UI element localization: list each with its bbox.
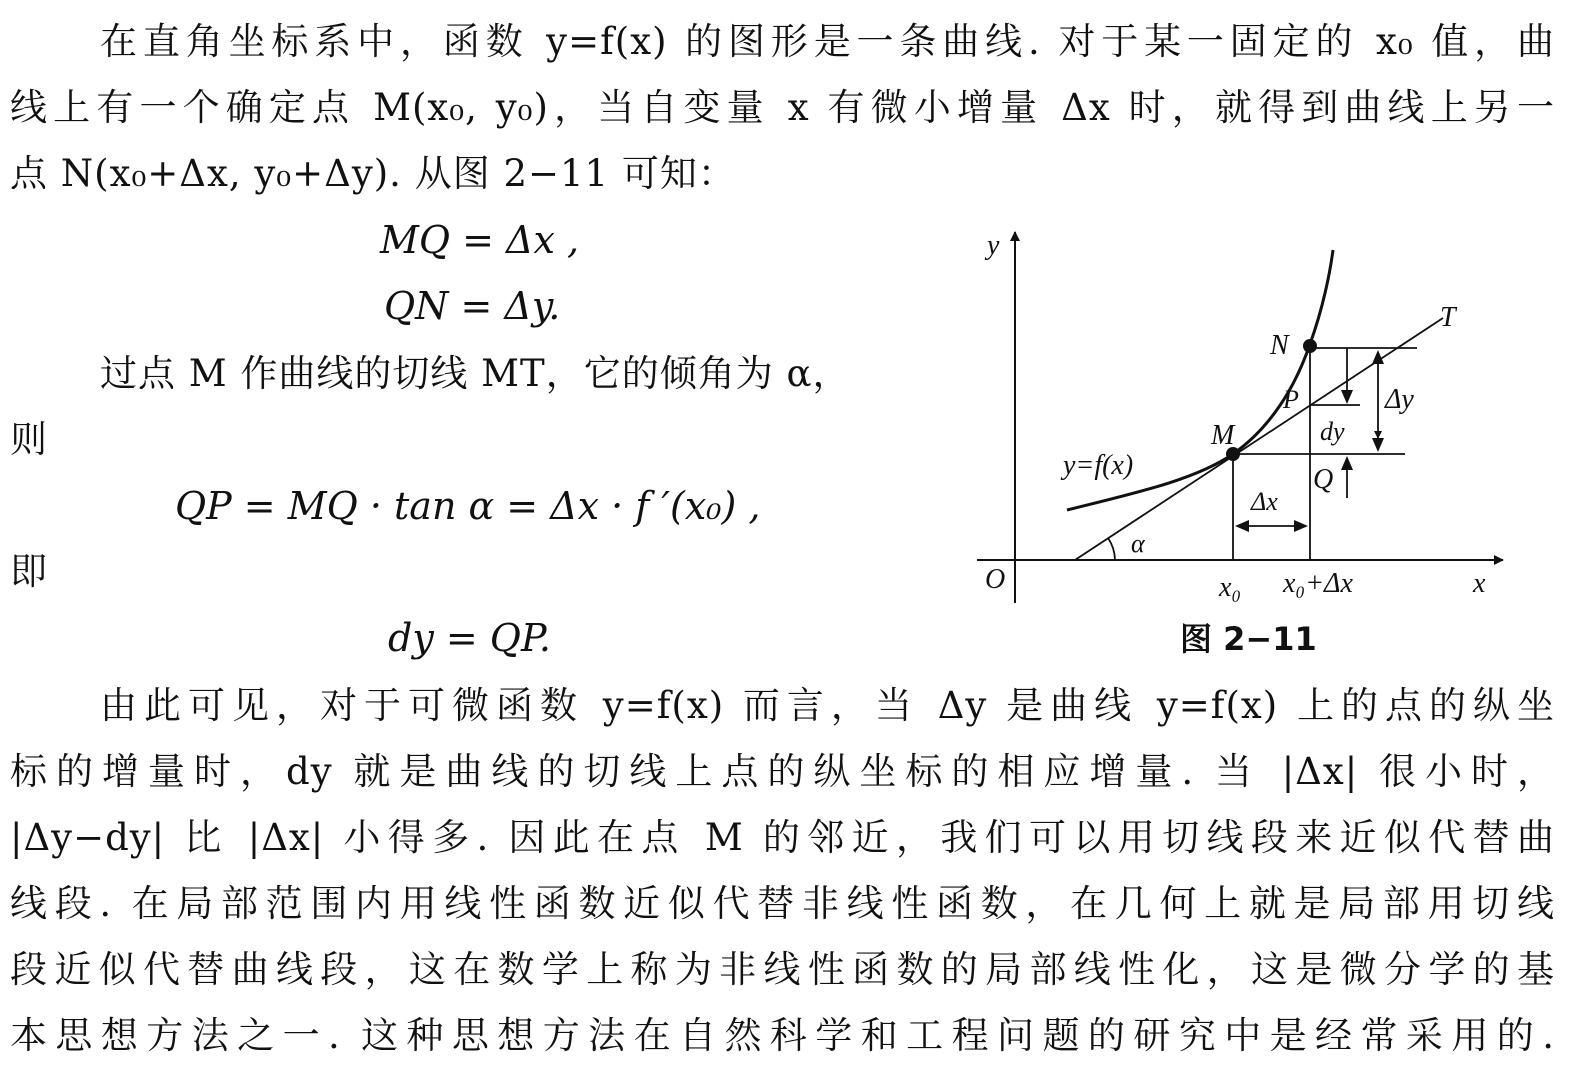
label-delta-x: Δx	[1251, 487, 1278, 516]
label-m: M	[1211, 420, 1235, 451]
alpha-arc	[1108, 538, 1115, 560]
label-dy: dy	[1320, 417, 1345, 446]
formula-qp: QP = MQ · tan α = Δx · f ′(x₀) ,	[175, 484, 761, 528]
paragraph-3-line-3: |Δy−dy| 比 |Δx| 小得多. 因此在点 M 的邻近，我们可以用切线段来近似代替曲	[10, 816, 1555, 859]
paragraph-1-line-1: 在直角坐标系中，函数 y=f(x) 的图形是一条曲线. 对于某一固定的 x₀ 值，曲	[100, 20, 1555, 63]
label-p: P	[1283, 385, 1299, 414]
tangent-line-mt	[1075, 318, 1443, 560]
paragraph-2-line-2: 则	[10, 418, 48, 461]
paragraph-1-line-2: 线上有一个确定点 M(x₀, y₀)，当自变量 x 有微小增量 Δx 时，就得到曲线上另一	[10, 86, 1555, 129]
label-origin: O	[985, 564, 1006, 595]
paragraph-3-line-5: 段近似代替曲线段，这在数学上称为非线性函数的局部线性化，这是微分学的基	[10, 948, 1555, 991]
point-n	[1303, 339, 1317, 353]
label-n: N	[1270, 330, 1289, 361]
ji-label: 即	[10, 550, 48, 593]
label-y-axis: y	[987, 230, 1000, 261]
label-x0-plus-dx: x₀+Δx	[1283, 568, 1353, 599]
formula-mq: MQ = Δx ,	[380, 218, 580, 262]
label-x-axis: x	[1473, 568, 1486, 599]
label-x0: x₀	[1219, 572, 1242, 603]
paragraph-3-line-2: 标的增量时，dy 就是曲线的切线上点的纵坐标的相应增量. 当 |Δx| 很小时，	[10, 750, 1555, 793]
label-curve: y=f(x)	[1063, 450, 1134, 481]
paragraph-2-line-1: 过点 M 作曲线的切线 MT，它的倾角为 α，	[100, 352, 851, 395]
paragraph-3-line-4: 线段. 在局部范围内用线性函数近似代替非线性函数，在几何上就是局部用切线	[10, 882, 1555, 925]
paragraph-3-line-1: 由此可见，对于可微函数 y=f(x) 而言，当 Δy 是曲线 y=f(x) 上的点的纵坐	[100, 684, 1555, 727]
label-delta-y: Δy	[1385, 384, 1414, 415]
formula-qn: QN = Δy.	[384, 284, 561, 328]
paragraph-1-line-3: 点 N(x₀+Δx, y₀+Δy). 从图 2−11 可知：	[10, 152, 736, 195]
label-q: Q	[1313, 464, 1334, 495]
figure-caption: 图 2−11	[1180, 620, 1317, 658]
formula-dy: dy = QP.	[388, 616, 551, 660]
paragraph-3-line-6: 本思想方法之一. 这种思想方法在自然科学和工程问题的研究中是经常采用的.	[10, 1014, 1555, 1057]
figure-2-11	[965, 218, 1525, 608]
label-t: T	[1440, 302, 1456, 333]
label-alpha: α	[1131, 529, 1145, 558]
